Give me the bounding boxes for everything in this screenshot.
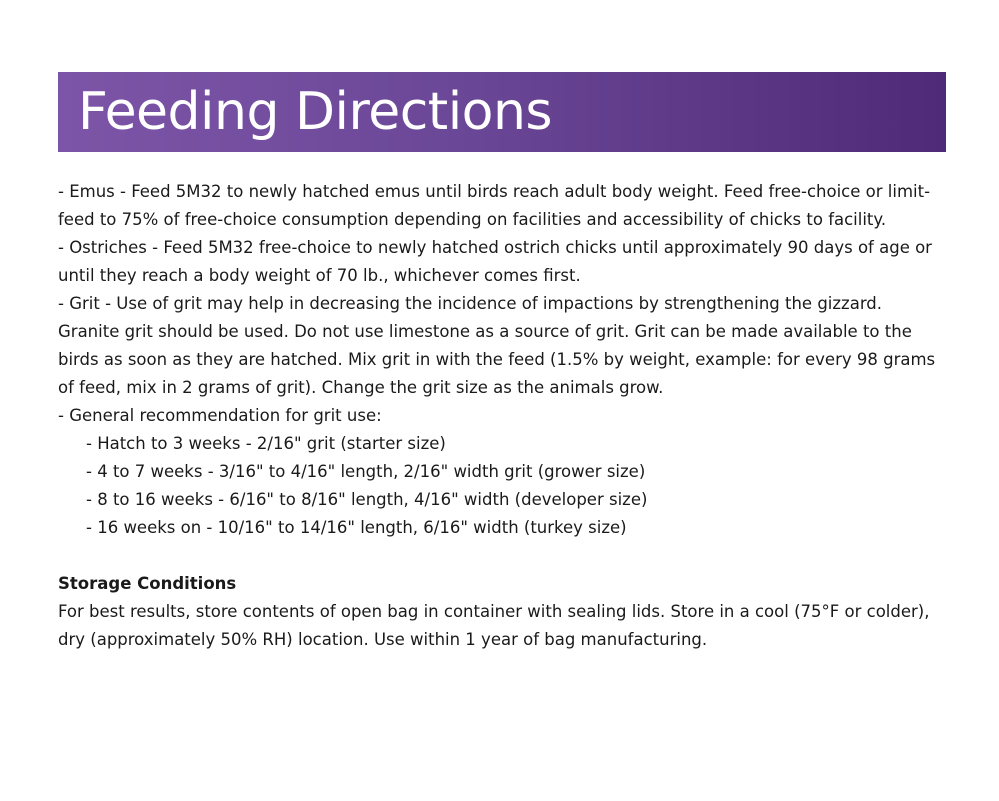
grit-size-item: - 8 to 16 weeks - 6/16" to 8/16" length, 4/16" width (developer size) — [86, 490, 648, 509]
title-banner — [58, 72, 946, 152]
section-spacer — [58, 542, 948, 570]
grit-paragraph: - Grit - Use of grit may help in decreasing the incidence of impactions by strengthening the gizzard. Granite grit should be used. Do not use limestone as a source of grit. Grit can be made available to the birds as soon as they are hatched. Mix grit in with the feed (1.5% by weight, example: for every 98 grams of feed, mix in 2 grams of grit). Change the grit size as the animals grow. — [58, 294, 936, 397]
grit-size-item: - 16 weeks on - 10/16" to 14/16" length, 6/16" width (turkey size) — [86, 518, 627, 537]
emus-paragraph: - Emus - Feed 5M32 to newly hatched emus until birds reach adult body weight. Feed free-choice or limit-feed to 75% of free-choice consumption depending on facilities and accessibility of chicks to facility. — [58, 182, 931, 229]
grit-size-item: - 4 to 7 weeks - 3/16" to 4/16" length, 2/16" width grit (grower size) — [86, 462, 646, 481]
ostriches-paragraph: - Ostriches - Feed 5M32 free-choice to newly hatched ostrich chicks until approximately 90 days of age or until they reach a body weight of 70 lb., whichever comes first. — [58, 238, 932, 285]
grit-size-item: - Hatch to 3 weeks - 2/16" grit (starter size) — [86, 434, 446, 453]
page-title: Feeding Directions — [78, 82, 553, 142]
storage-heading: Storage Conditions — [58, 574, 237, 593]
grit-recommendation-heading: - General recommendation for grit use: — [58, 406, 382, 425]
document-body — [58, 178, 948, 654]
storage-paragraph: For best results, store contents of open bag in container with sealing lids. Store in a cool (75°F or colder), dry (approximately 50% RH) location. Use within 1 year of bag manufacturing. — [58, 602, 930, 649]
